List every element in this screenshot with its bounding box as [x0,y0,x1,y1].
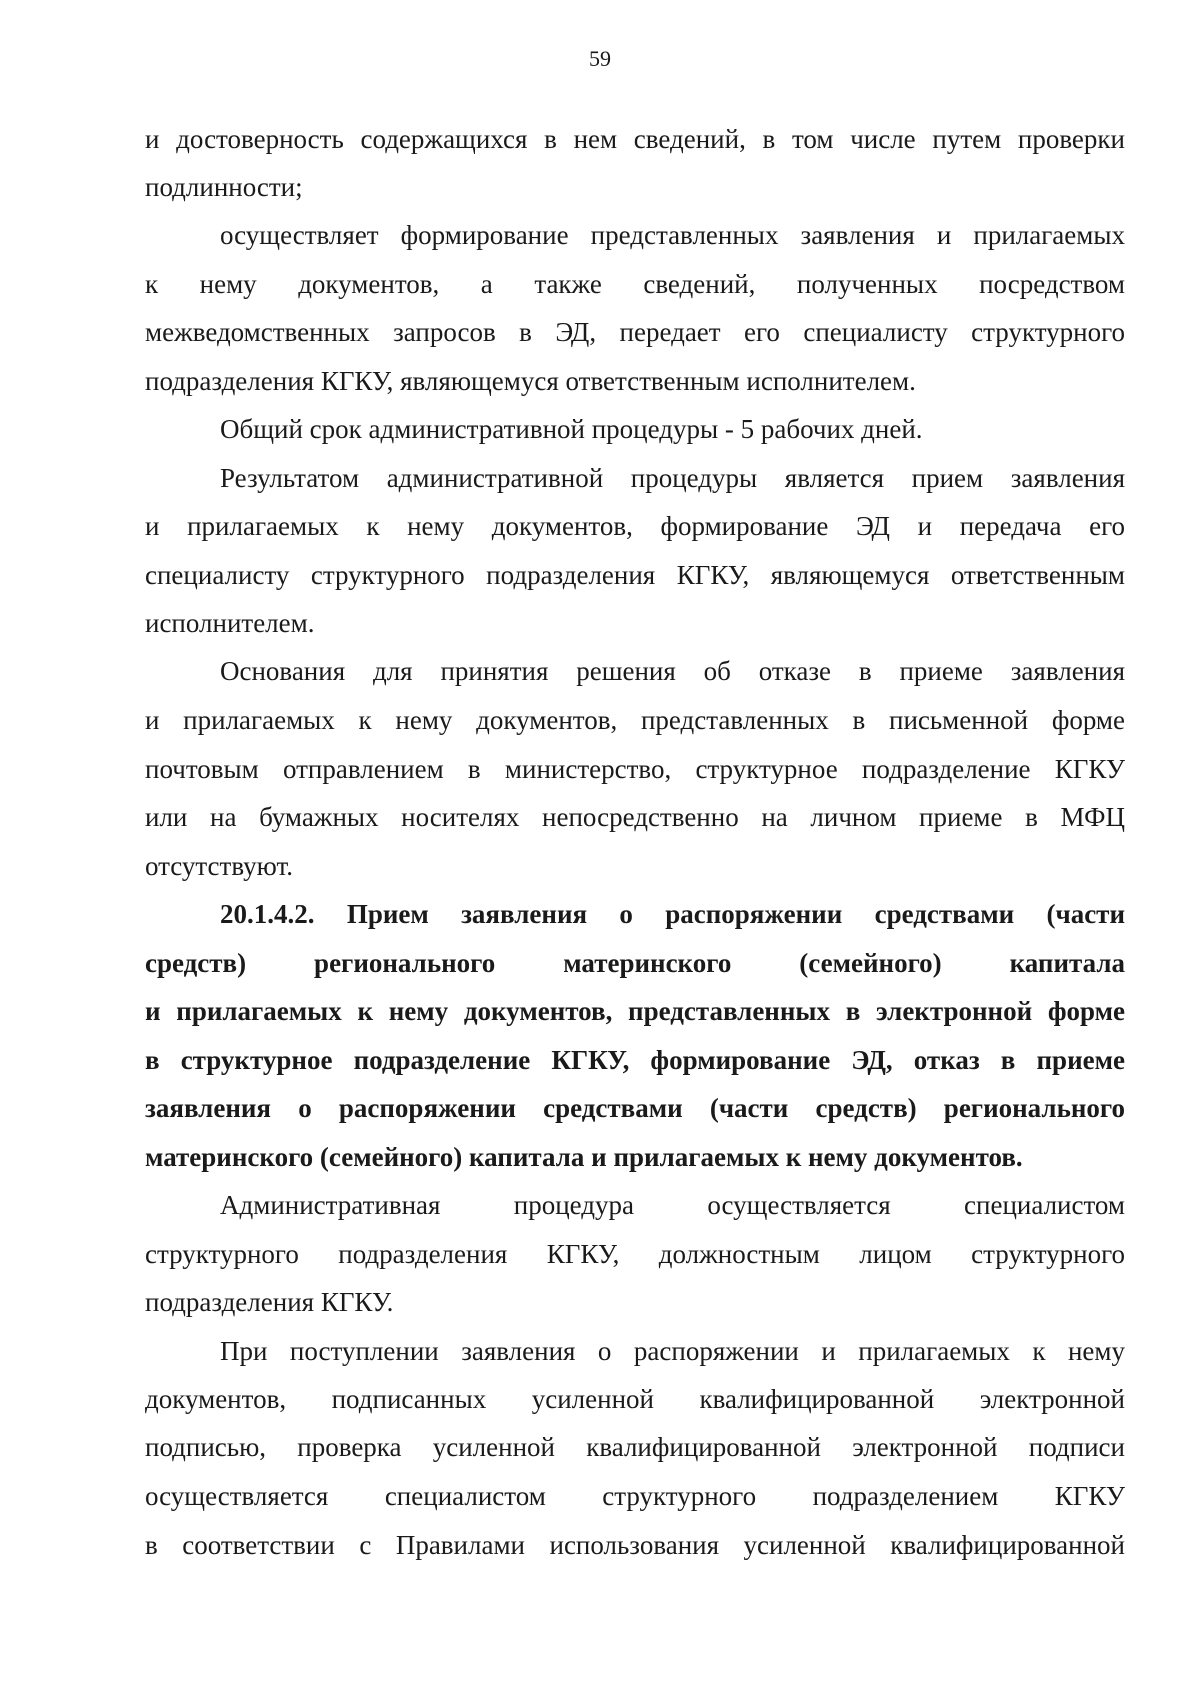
paragraph-line: подписью, проверка усиленной квалифицированной электронной подписи [145,1432,1125,1462]
paragraph-line: и прилагаемых к нему документов, представленных в письменной форме [145,705,1125,735]
paragraph-line: осуществляется специалистом структурного подразделением КГКУ [145,1481,1125,1511]
paragraph-line: При поступлении заявления о распоряжении и прилагаемых к нему [220,1336,1125,1366]
section-heading-line: и прилагаемых к нему документов, представленных в электронной форме [145,996,1125,1026]
paragraph-line: Административная процедура осуществляется специалистом [220,1190,1125,1220]
paragraph-line: почтовым отправлением в министерство, структурное подразделение КГКУ [145,754,1125,784]
paragraph-line: подразделения КГКУ. [145,1287,394,1317]
paragraph-line: Общий срок административной процедуры - 5 рабочих дней. [220,414,923,444]
paragraph-line: или на бумажных носителях непосредственно на личном приеме в МФЦ [145,802,1125,832]
paragraph-line: отсутствуют. [145,851,293,881]
paragraph-line: подразделения КГКУ, являющемуся ответственным исполнителем. [145,366,916,396]
paragraph-line: к нему документов, а также сведений, полученных посредством [145,269,1125,299]
section-heading-line: в структурное подразделение КГКУ, формирование ЭД, отказ в приеме [145,1045,1125,1075]
paragraph-line: документов, подписанных усиленной квалифицированной электронной [145,1384,1125,1414]
paragraph-line: специалисту структурного подразделения КГКУ, являющемуся ответственным [145,560,1125,590]
section-heading-line: материнского (семейного) капитала и прилагаемых к нему документов. [145,1142,1023,1172]
paragraph-line: в соответствии с Правилами использования усиленной квалифицированной [145,1530,1125,1560]
section-heading-line: средств) регионального материнского (семейного) капитала [145,948,1125,978]
paragraph-line: структурного подразделения КГКУ, должностным лицом структурного [145,1239,1125,1269]
section-heading-line: заявления о распоряжении средствами (части средств) регионального [145,1093,1125,1123]
paragraph-line: и прилагаемых к нему документов, формирование ЭД и передача его [145,511,1125,541]
page-number: 59 [589,46,611,71]
paragraph-line: и достоверность содержащихся в нем сведений, в том числе путем проверки [145,124,1125,154]
paragraph-line: подлинности; [145,172,303,202]
paragraph-line: межведомственных запросов в ЭД, передает его специалисту структурного [145,317,1125,347]
paragraph-line: Основания для принятия решения об отказе в приеме заявления [220,656,1125,686]
paragraph-line: Результатом административной процедуры является прием заявления [220,463,1125,493]
section-heading-line: 20.1.4.2. Прием заявления о распоряжении средствами (части [220,899,1125,929]
paragraph-line: осуществляет формирование представленных заявления и прилагаемых [220,220,1125,250]
paragraph-line: исполнителем. [145,608,315,638]
